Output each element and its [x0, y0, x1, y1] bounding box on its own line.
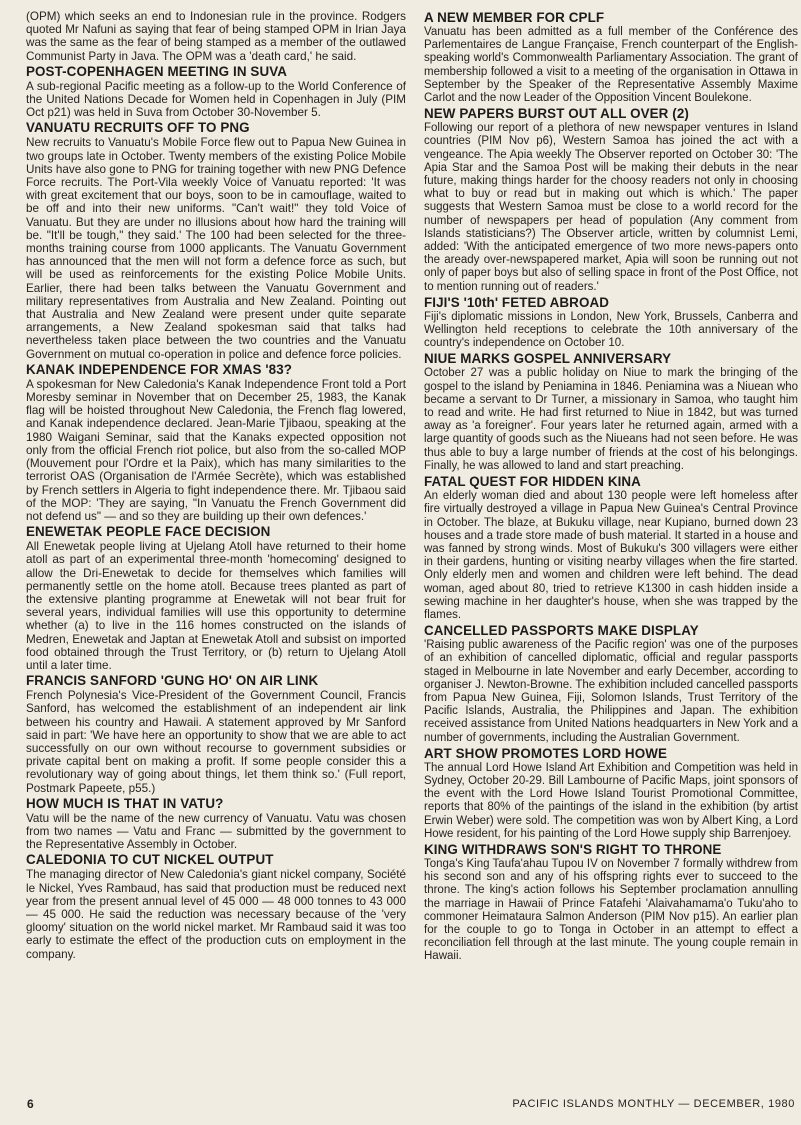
article-headline: NEW PAPERS BURST OUT ALL OVER (2)	[424, 106, 689, 122]
article-body: Tonga's King Taufa'ahau Tupou IV on November 7 formally withdrew from his second son and any of his offspring rights ever to succeed to the throne. The king's action follows his September proclamation annulling the marriage in Hawaii of Prince Fatafehi 'Alaivahamama'o Tuku'aho to commoner Heimataura Salmon Anderson (PIM Nov p15). An earlier plan for the couple to go to Tonga in October in an attempt to effect a reconciliation fell through at the last minute. The young couple remain in Hawaii.	[424, 857, 798, 963]
publication-footer: PACIFIC ISLANDS MONTHLY — DECEMBER, 1980	[512, 1098, 795, 1110]
article-body: The annual Lord Howe Island Art Exhibition and Competition was held in Sydney, October 20-29. Bill Lambourne of Pacific Maps, joint sponsors of the event with the Lord Howe Island Tourist Promotional Committee, reports that 80% of the paintings of the island in the exhibition (by artist Erwin Weber) were sold. The competition was won by Albert King, a Lord Howe resident, for his painting of the Lord Howe supply ship Barrenjoey.	[424, 761, 798, 840]
article-vatu-currency	[26, 796, 406, 852]
article-body: October 27 was a public holiday on Niue to mark the bringing of the gospel to the island by Peniamina in 1846. Peniamina was a Niuean who became a servant to Dr Turner, a missionary in Samoa, who taught him to read and write. He had first returned to Niue in 1842, but was turned away as 'a foreigner'. Four years later he returned again, armed with a large quantity of goods such as the Niueans had not seen before. He was thus able to buy a large number of friends at the cost of his belongings. Finally, he was allowed to land and start preaching.	[424, 367, 798, 472]
left-column	[26, 10, 406, 962]
article-headline: FIJI'S '10th' FETED ABROAD	[424, 294, 610, 310]
article-headline: NIUE MARKS GOSPEL ANNIVERSARY	[424, 351, 672, 367]
article-niue-gospel	[424, 351, 798, 473]
article-opm-continuation	[26, 10, 406, 63]
article-body: All Enewetak people living at Ujelang Atoll have returned to their home atoll as part of an experimental three-month 'homecoming' designed to allow the Dri-Enewetak to decide for themselves which families will permanently settle on the home atoll. Because trees planted as part of the extensive planting programme at Enewetak will not bear fruit for several years, individual families will use this opportunity to determine whether (a) to live in the 116 homes constructed on the islands of Medren, Enewetak and Japtan at Enewetak Atoll and subsist on imported food obtained through the Trust Territory, or (b) return to Ujelang Atoll until a later time.	[26, 540, 406, 672]
article-nickel-output	[26, 852, 406, 960]
article-headline: KANAK INDEPENDENCE FOR XMAS '83?	[26, 361, 293, 377]
article-new-papers	[424, 106, 798, 294]
article-fiji-10th	[424, 295, 798, 351]
article-headline: A NEW MEMBER FOR CPLF	[424, 10, 605, 25]
article-francis-sanford	[26, 673, 406, 795]
article-body: (OPM) which seeks an end to Indonesian rule in the province. Rodgers quoted Mr Nafuni as saying that fear of being stamped OPM in Irian Jaya was the same as the fear of being stamped as a member of the outlawed Communist Party in Java. The OPM was a 'death card,' he said.	[26, 10, 406, 63]
article-headline: FRANCIS SANFORD 'GUNG HO' ON AIR LINK	[26, 673, 319, 689]
article-headline: VANUATU RECRUITS OFF TO PNG	[26, 120, 250, 136]
article-headline: ART SHOW PROMOTES LORD HOWE	[424, 745, 667, 761]
article-body: An elderly woman died and about 130 people were left homeless after fire virtually destroyed a village in Papua New Guinea's Central Province in October. The blaze, at Bukuku village, near Kupiano, burned down 23 houses and a trade store made of bush material. It started in a house and was fanned by strong winds. Most of Bukuku's 300 villagers were either in their gardens, hunting or visiting nearby villages when the fire started. Only elderly men and women and children were left behind. The dead woman, aged about 80, tried to retrieve K1300 in cash hidden inside a sewing machine in her daughter's house, when she was trapped by the flames.	[424, 490, 798, 621]
article-body: Following our report of a plethora of new newspaper ventures in Island countries (PIM Nov p6), Western Samoa has joined the act with a vengeance. The Apia weekly The Observer reported on October 30: 'The Apia Star and the Samoa Post will be making their debuts in the near future, making things harder for the choosy readers not only in choosing what to buy or read but in making out which is which.' The paper suggests that Western Samoa must be close to a world record for the number of newspapers per head of population (Any comment from Islands statisticians?) The Observer article, written by columnist Lemi, added: 'With the anticipated emergence of two more news-papers onto the aready over-newspapered market, Apia will soon be running out not only of paper boys but also of selling space in front of the Post Office, not to mention running out of readers.'	[424, 122, 798, 293]
article-post-copenhagen	[26, 64, 406, 120]
article-body: A sub-regional Pacific meeting as a follow-up to the World Conference of the United Nations Decade for Women held in Copenhagen in July (PIM Oct p21) was held in Suva from October 30-November 5.	[26, 79, 406, 120]
article-body: New recruits to Vanuatu's Mobile Force flew out to Papua New Guinea in two groups late in October. Twenty members of the existing Police Mobile Units have also gone to PNG for training together with new PNG Defence Force recruits. The Port-Vila weekly Voice of Vanuatu reported: 'It was with great excitement that our boys, soon to be in camouflage, waited to be off and into their new uniforms. "Can't wait!" they told Voice of Vanuatu. But they are under no illusions about how hard the training will be. "It'll be tough," they said.' The 100 had been selected for the three-months training course from 1000 applicants. The Vanuatu Government has announced that the men will not form a defence force as such, but will be used as reinforcements for the existing Police Mobile Units. Earlier, there had been talks between the Vanuatu Government and military representatives from Australia and New Zealand. Pointing out that Australia and New Zealand were present under quite separate arrangements, a New Zealand spokesman said that talks had nevertheless taken place between the two countries and the Vanuatu Government on mutual co-operation in police and defence force policies.	[26, 136, 406, 361]
article-enewetak	[26, 524, 406, 672]
article-body: 'Raising public awareness of the Pacific region' was one of the purposes of an exhibition of cancelled diplomatic, official and regular passports staged in Melbourne in late November and early December, according to organiser J. Newton-Browne. The exhibition included cancelled passports from Papua New Guinea, Fiji, Solomon Islands, Trust Territory of the Pacific Islands, Australia, the Philippines and Japan. The exhibition received assistance from United Nations headquarters in New York and a number of governments, including the Australian Government.	[424, 639, 798, 744]
article-cplf-member	[424, 10, 798, 105]
right-column	[424, 10, 798, 965]
article-body: The managing director of New Caledonia's giant nickel company, Société le Nickel, Yves Rambaud, has said that production must be reduced next year from the present annual level of 45 000 — 48 000 tonnes to 43 000 — 45 000. He said the reduction was necessary because of the 'very gloomy' situation on the world nickel market. Mr Rambaud said it was too early to estimate the effect of the production cuts on employment in the company.	[26, 868, 406, 961]
article-headline: ENEWETAK PEOPLE FACE DECISION	[26, 524, 271, 540]
article-king-withdraws	[424, 842, 798, 964]
article-art-show	[424, 746, 798, 841]
article-headline: FATAL QUEST FOR HIDDEN KINA	[424, 474, 641, 490]
article-vanuatu-recruits	[26, 120, 406, 360]
article-body: Vanuatu has been admitted as a full member of the Conférence des Parlementaires de Langue Française, French counterpart of the English-speaking world's Commonwealth Parliamentary Association. The grant of membership followed a visit to a meeting of the organisation in Ottawa in September by the Speaker of the Representative Assembly Maxime Carlot and the now Leader of the Opposition Vincent Boulekone.	[424, 26, 798, 105]
article-body: Vatu will be the name of the new currency of Vanuatu. Vatu was chosen from two names — Vatu and Franc — submitted by the government to the Representative Assembly in October.	[26, 811, 406, 852]
article-hidden-kina	[424, 474, 798, 622]
article-headline: CANCELLED PASSPORTS MAKE DISPLAY	[424, 623, 699, 639]
article-headline: HOW MUCH IS THAT IN VATU?	[26, 795, 224, 811]
article-headline: POST-COPENHAGEN MEETING IN SUVA	[26, 63, 288, 79]
article-body: French Polynesia's Vice-President of the Government Council, Francis Sanford, has welcomed the establishment of an independent air link between his country and Hawaii. A statement approved by Mr Sanford said in part: 'We have here an opportunity to show that we are able to act successfully on our own without recourse to government subsidies or private capital bent on making a profit. If some people consider this a revolutionary way of going about things, let them think so.' (Full report, Postmark Papeete, p55.)	[26, 689, 406, 795]
article-body: A spokesman for New Caledonia's Kanak Independence Front told a Port Moresby seminar in November that on December 25, 1983, the Kanak flag will be hoisted throughout New Caledonia, the French flag lowered, and Kanak independence declared. Jean-Marie Tjibaou, speaking at the 1980 Waigani Seminar, said that the Kanaks expected opposition not only from the official French riot police, but also from the so-called MOP (Mouvement pour l'Ordre et la Paix), which has many similarities to the terrorist OAS (Organisation de l'Armée Secrète), which was established by French settlers in Algeria to fight independence there. Mr. Tjibaou said of the MOP: 'They are saying, "In Vanuatu the French Government did not defend us" — and so they are building up their own defences.'	[26, 377, 406, 523]
article-headline: KING WITHDRAWS SON'S RIGHT TO THRONE	[424, 841, 722, 857]
article-cancelled-passports	[424, 623, 798, 745]
article-kanak-independence	[26, 362, 406, 523]
article-body: Fiji's diplomatic missions in London, New York, Brussels, Canberra and Wellington held receptions to celebrate the 10th anniversary of the country's independence on October 10.	[424, 310, 798, 350]
page-number: 6	[27, 1097, 34, 1111]
article-headline: CALEDONIA TO CUT NICKEL OUTPUT	[26, 852, 274, 868]
